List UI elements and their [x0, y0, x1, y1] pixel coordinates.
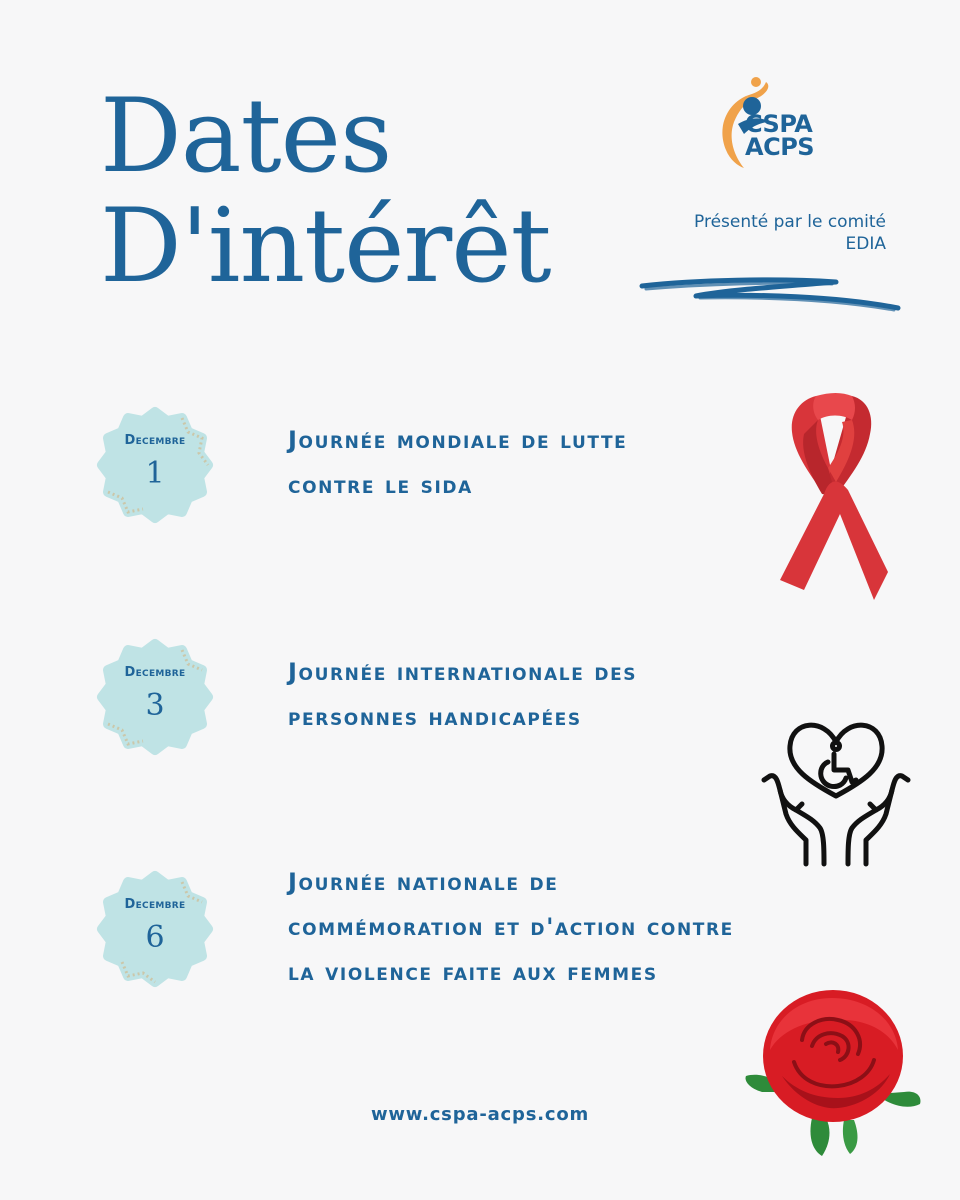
badge-day: 3: [145, 688, 165, 723]
title-line-1: Dates: [100, 77, 392, 196]
presented-by-line-2: EDIA: [845, 234, 886, 254]
event-line: Journée nationale de: [288, 868, 559, 896]
date-badge-3: [96, 870, 214, 988]
badge-month: Decembre: [124, 897, 186, 912]
badge-day: 6: [145, 920, 165, 955]
event-line: la violence faite aux femmes: [288, 958, 658, 986]
event-line: commémoration et d'action contre: [288, 913, 734, 941]
event-line: personnes handicapées: [288, 703, 582, 731]
red-ribbon-icon: [770, 390, 892, 604]
presented-by-line-1: Présenté par le comité: [694, 212, 886, 232]
scribble-underline-icon: [636, 270, 906, 320]
logo-line-2: ACPS: [745, 133, 815, 161]
website-link[interactable]: www.cspa-acps.com: [370, 1104, 590, 1125]
page-title: [100, 77, 551, 306]
red-rose-icon: [742, 980, 924, 1158]
logo-line-1: CSPA: [745, 110, 813, 138]
badge-day: 1: [145, 456, 165, 491]
event-line: contre le sida: [288, 471, 473, 499]
event-line: Journée internationale des: [288, 658, 638, 686]
date-badge-1: [96, 406, 214, 524]
badge-month: Decembre: [124, 433, 186, 448]
hands-heart-wheelchair-icon: [758, 710, 914, 868]
title-line-2: D'intérêt: [100, 187, 551, 306]
presented-by: [600, 211, 886, 255]
event-title-2: [288, 650, 637, 740]
event-line: Journée mondiale de lutte: [288, 426, 628, 454]
logo-wordmark: [745, 110, 815, 161]
badge-month: Decembre: [124, 665, 186, 680]
event-title-1: [288, 418, 627, 508]
event-title-3: [288, 860, 734, 995]
date-badge-2: [96, 638, 214, 756]
